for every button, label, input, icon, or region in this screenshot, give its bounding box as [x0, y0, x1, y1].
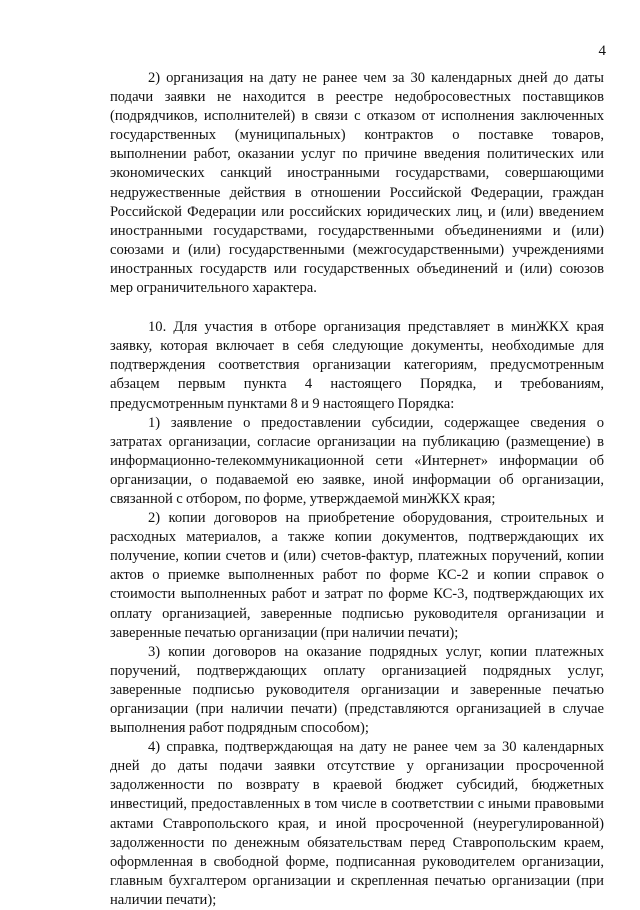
page-number: 4 — [598, 43, 606, 59]
paragraph-item-2-contracts: 2) копии договоров на приобретение оборудования, строительных и расходных материалов, а также копии документов, подтверждающих их получение, копии счетов и (или) счетов-фактур, платежных поручений, копии актов о приемке выполненных работ по форме КС-2 и копии справок о стоимости выполненных работ и затрат по форме КС-3, подтверждающих их оплату организацией, заверенные подписью руководителя организации и заверенные печатью организации (при наличии печати); — [110, 510, 604, 641]
paragraph-section-10: 10. Для участия в отборе организация представляет в минЖКХ края заявку, которая включает в себя следующие документы, необходимые для подтверждения соответствия организации категориям, предусмотренным абзацем первым пункта 4 настоящего Порядка, и требованиям, предусмотренным пунктами 8 и 9 настоящего Порядка: — [110, 319, 604, 412]
paragraph-item-3-contractor-services: 3) копии договоров на оказание подрядных услуг, копии платежных поручений, подтверждающих оплату организацией подрядных услуг, заверенные подписью руководителя организации и заверенные печатью организации (при наличии печати) (представляются организацией в случае выполнения работ подрядным способом); — [110, 643, 604, 737]
paragraph-item-2-registry: 2) организация на дату не ранее чем за 30 календарных дней до даты подачи заявки не находится в реестре недобросовестных поставщиков (подрядчиков, исполнителей) в связи с отказом от исполнения заключенных государственных (муниципальных) контрактов о поставке товаров, выполнении работ, оказании услуг по причине введения политических или экономических санкций иностранными государствами, совершающими недружественные действия в отношении Российской Федерации, граждан Российской Федерации или российских юридических лиц, и (или) введением иностранными государствами, государственными объединениями и (или) союзами и (или) государственными (межгосударственными) учреждениями иностранных государств или государственных объединений и (или) союзов мер ограничительного характера. — [110, 70, 604, 297]
paragraph-item-1-application: 1) заявление о предоставлении субсидии, содержащее сведения о затратах организации, согласие организации на публикацию (размещение) в информационно-телекоммуникационной сети «Интернет» информации об организации, о подаваемой ею заявке, иной информации об организации, связанной с отбором, по форме, утверждаемой минЖКХ края; — [110, 414, 604, 507]
paragraph-item-4-certificate: 4) справка, подтверждающая на дату не ранее чем за 30 календарных дней до даты подачи заявки отсутствие у организации просроченной задолженности по возврату в краевой бюджет субсидий, бюджетных инвестиций, предоставленных в том числе в соответствии с иными правовыми актами Ставропольского края, и иной просроченной (неурегулированной) задолженности по денежным обязательствам перед Ставропольским краем, оформленная в свободной форме, подписанная руководителем организации, главным бухгалтером организации и скрепленная печатью организации (при наличии печати); — [110, 739, 604, 908]
document-body — [110, 69, 604, 910]
